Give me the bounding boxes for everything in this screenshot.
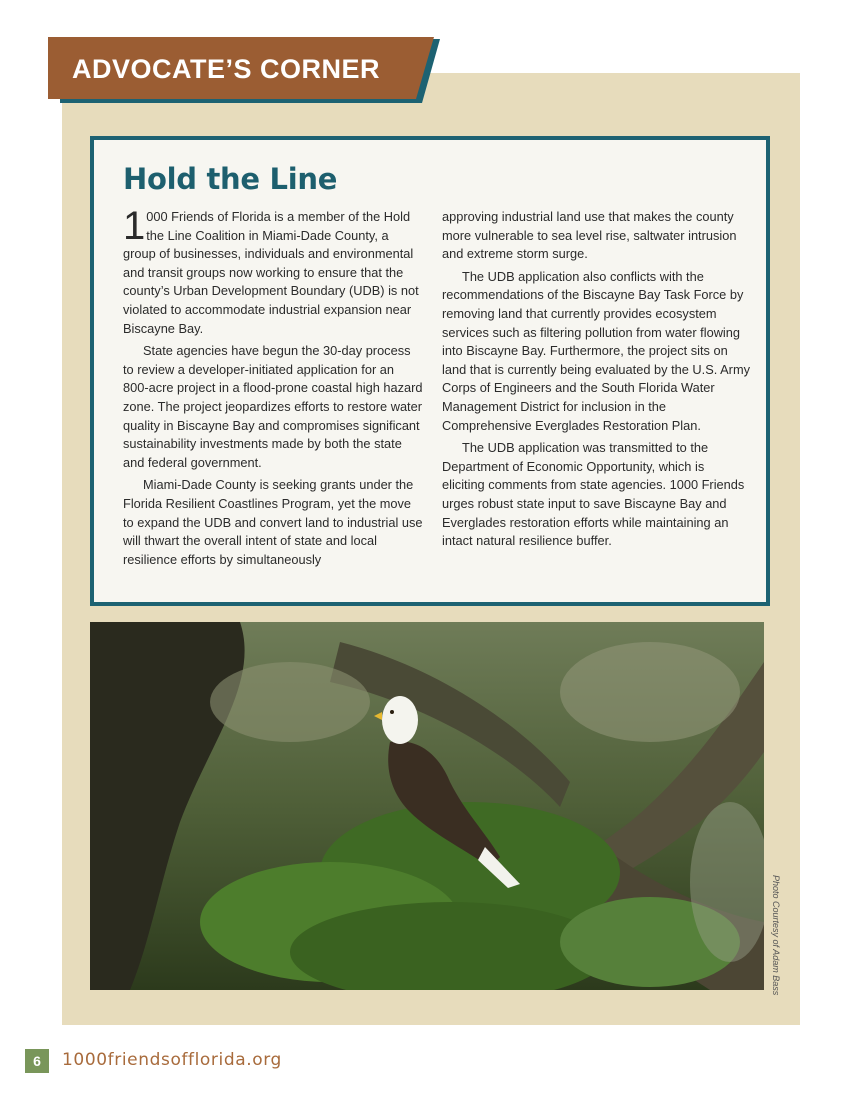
- article-paragraph: The UDB application was transmitted to the Department of Economic Opportunity, which is eliciting comments from state agencies. 1000 Friends urges robust state input to save Biscayne Bay and Everglades restoration efforts while maintaining an intact natural resilience buffer.: [442, 440, 745, 549]
- article-paragraph: State agencies have begun the 30-day process to review a developer-initiated application for an 800-acre project in a flood-prone coastal high hazard zone. The project jeopardizes efforts to restore water quality in Biscayne Bay and compromises significant sustainability investments made by both the state and federal government.: [123, 343, 423, 470]
- article-paragraph: The UDB application also conflicts with the recommendations of the Biscayne Bay Task Force by removing land that currently provides ecosystem services such as filtering pollution from water flowing into Biscayne Bay. Furthermore, the project sits on land that is currently being evaluated by the U.S. Army Corps of Engineers and the South Florida Water Management District for inclusion in the Comprehensive Everglades Restoration Plan.: [442, 268, 750, 433]
- eagle-eye: [390, 710, 394, 714]
- article-paragraph: approving industrial land use that makes the county more vulnerable to sea level rise, saltwater intrusion and extreme storm surge.: [442, 209, 737, 262]
- article-box: [90, 136, 770, 606]
- article-paragraph: [123, 204, 423, 338]
- banner-title: ADVOCATE’S CORNER: [72, 54, 381, 84]
- article-column-right: [442, 208, 750, 555]
- website-url[interactable]: 1000friendsofflorida.org: [62, 1050, 282, 1070]
- paragraph-text: 000 Friends of Florida is a member of the Hold the Line Coalition in Miami-Dade County, a group of businesses, individuals and environmental and transit groups now working to ensure that the county’s Urban Development Boundary (UDB) is not violated to accommodate industrial expansion near Biscayne Bay.: [123, 209, 419, 336]
- eagle-photo-illustration: [90, 622, 764, 990]
- page-number: 6: [25, 1049, 49, 1073]
- moss-upper-right: [560, 642, 740, 742]
- eagle-head: [382, 696, 418, 744]
- moss-upper-left: [210, 662, 370, 742]
- photo-credit: [769, 875, 783, 995]
- eagle-photo: [90, 622, 764, 990]
- article-column-left: [123, 204, 423, 573]
- article-title: Hold the Line: [123, 162, 338, 196]
- article-paragraph: Miami-Dade County is seeking grants under the Florida Resilient Coastlines Program, yet the move to expand the UDB and convert land to industrial use will thwart the overall intent of state and local resilience efforts by simultaneously: [123, 477, 423, 567]
- photo-credit-text: Photo Courtesy of Adam Bass: [771, 875, 781, 996]
- section-banner: [48, 37, 440, 103]
- drop-cap: 1: [123, 204, 146, 248]
